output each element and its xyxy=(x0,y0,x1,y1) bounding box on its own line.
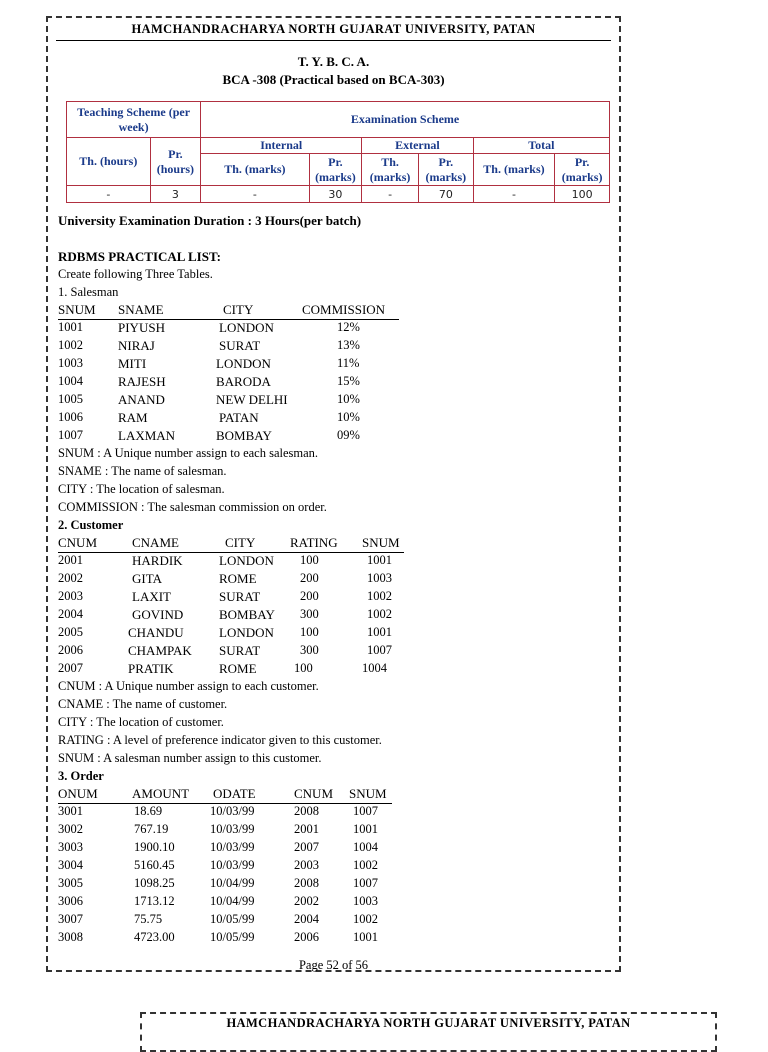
column-header: SNUM xyxy=(58,302,96,317)
table-row: 2005 CHANDU LONDON 100 1001 xyxy=(58,625,392,640)
scheme-table xyxy=(66,101,610,203)
page-number: Page 52 of 56 xyxy=(298,958,369,972)
order-header-row xyxy=(58,786,392,804)
value-total-pr: 100 xyxy=(555,186,610,203)
customer-note: CNUM : A Unique number assign to each customer. xyxy=(58,679,319,693)
external-heading: External xyxy=(362,138,473,154)
course-title: T. Y. B. C. A. xyxy=(297,54,370,69)
column-header: SNUM xyxy=(349,786,387,801)
next-page-university-header: HAMCHANDRACHARYA NORTH GUJARAT UNIVERSITY, PATAN xyxy=(226,1016,631,1030)
column-header: CNUM xyxy=(58,535,98,550)
subject-title: BCA -308 (Practical based on BCA-303) xyxy=(222,72,445,87)
external-pr-marks: Pr. (marks) xyxy=(418,154,473,186)
table-row: 3001 18.69 10/03/99 2008 1007 xyxy=(58,804,378,818)
next-page xyxy=(140,1012,717,1052)
customer-table xyxy=(58,535,404,679)
table-row: 3007 75.75 10/05/99 2004 1002 xyxy=(58,912,378,926)
customer-title: 2. Customer xyxy=(58,518,124,532)
salesman-title: 1. Salesman xyxy=(58,285,119,299)
teaching-scheme-heading: Teaching Scheme (per week) xyxy=(67,102,201,138)
column-header: COMMISSION xyxy=(302,302,386,317)
pr-hours-heading: Pr. (hours) xyxy=(150,138,201,186)
salesman-note: SNUM : A Unique number assign to each salesman. xyxy=(58,446,319,460)
order-table xyxy=(58,786,392,948)
column-header: SNAME xyxy=(118,302,164,317)
internal-th-marks: Th. (marks) xyxy=(201,154,309,186)
intro-text: Create following Three Tables. xyxy=(58,267,213,281)
column-header: AMOUNT xyxy=(132,786,190,801)
table-row: 3006 1713.12 10/04/99 2002 1003 xyxy=(58,894,378,908)
value-pr-hours: 3 xyxy=(150,186,201,203)
table-row: 1005 ANAND NEW DELHI 10% xyxy=(58,392,360,407)
column-header: ODATE xyxy=(213,786,256,801)
column-header: CITY xyxy=(225,535,256,550)
salesman-note: SNAME : The name of salesman. xyxy=(58,464,227,478)
customer-note: RATING : A level of preference indicator given to this customer. xyxy=(58,733,382,747)
table-row: 3002 767.19 10/03/99 2001 1001 xyxy=(58,822,378,836)
table-row: 1001 PIYUSH LONDON 12% xyxy=(58,320,360,335)
table-row: 3008 4723.00 10/05/99 2006 1001 xyxy=(58,930,378,944)
value-external-pr: 70 xyxy=(418,186,473,203)
header-rule xyxy=(56,40,611,41)
total-th-marks: Th. (marks) xyxy=(473,154,555,186)
table-row: 3004 5160.45 10/03/99 2003 1002 xyxy=(58,858,378,872)
th-hours-heading: Th. (hours) xyxy=(67,138,151,186)
table-row: 2002 GITA ROME 200 1003 xyxy=(58,571,392,586)
customer-note: CNAME : The name of customer. xyxy=(58,697,228,711)
exam-duration: University Examination Duration : 3 Hours(per batch) xyxy=(58,213,362,228)
table-row: 2007 PRATIK ROME 100 1004 xyxy=(58,661,387,676)
table-row: 3005 1098.25 10/04/99 2008 1007 xyxy=(58,876,378,890)
salesman-header-row xyxy=(58,302,399,320)
total-pr-marks: Pr. (marks) xyxy=(555,154,610,186)
internal-pr-marks: Pr. (marks) xyxy=(309,154,362,186)
table-row: 1004 RAJESH BARODA 15% xyxy=(58,374,360,389)
table-row: 2006 CHAMPAK SURAT 300 1007 xyxy=(58,643,392,658)
table-row: 2001 HARDIK LONDON 100 1001 xyxy=(58,553,392,568)
table-row: 1007 LAXMAN BOMBAY 09% xyxy=(58,428,360,443)
column-header: CITY xyxy=(223,302,254,317)
order-title: 3. Order xyxy=(58,769,104,783)
salesman-table xyxy=(58,302,399,446)
external-th-marks: Th. (marks) xyxy=(362,154,419,186)
table-row: 1002 NIRAJ SURAT 13% xyxy=(58,338,360,353)
value-internal-pr: 30 xyxy=(309,186,362,203)
table-row: 1003 MITI LONDON 11% xyxy=(58,356,360,371)
table-row: 1006 RAM PATAN 10% xyxy=(58,410,360,425)
value-internal-th: - xyxy=(201,186,309,203)
practical-list-heading: RDBMS PRACTICAL LIST: xyxy=(58,249,222,264)
column-header: SNUM xyxy=(362,535,400,550)
internal-heading: Internal xyxy=(201,138,362,154)
column-header: ONUM xyxy=(58,786,98,801)
customer-note: CITY : The location of customer. xyxy=(58,715,224,729)
salesman-note: COMMISSION : The salesman commission on order. xyxy=(58,500,327,514)
table-row: 2004 GOVIND BOMBAY 300 1002 xyxy=(58,607,392,622)
column-header: CNUM xyxy=(294,786,334,801)
table-row: 2003 LAXIT SURAT 200 1002 xyxy=(58,589,392,604)
table-row: 3003 1900.10 10/03/99 2007 1004 xyxy=(58,840,378,854)
university-header: HAMCHANDRACHARYA NORTH GUJARAT UNIVERSITY, PATAN xyxy=(131,22,536,36)
customer-note: SNUM : A salesman number assign to this customer. xyxy=(58,751,322,765)
total-heading: Total xyxy=(473,138,609,154)
examination-scheme-heading: Examination Scheme xyxy=(201,102,610,138)
salesman-note: CITY : The location of salesman. xyxy=(58,482,225,496)
column-header: RATING xyxy=(290,535,338,550)
customer-header-row xyxy=(58,535,404,553)
value-external-th: - xyxy=(362,186,419,203)
value-total-th: - xyxy=(473,186,555,203)
document-page xyxy=(46,16,621,972)
column-header: CNAME xyxy=(132,535,179,550)
value-th-hours: - xyxy=(67,186,151,203)
